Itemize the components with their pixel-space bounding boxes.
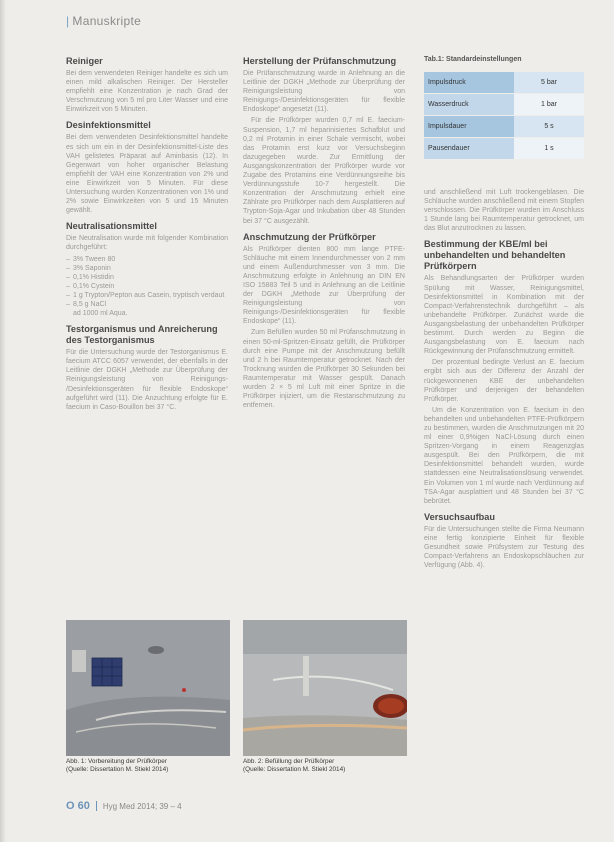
paragraph-anschmutzung-2: Zum Befüllen wurden 50 ml Prüfanschmutzung in einen 50-ml-Spritzen-Einsatz gefüllt, die Prüfkörper durch eine Pumpe mit der Anschmutzung befüllt und 2 h bei Raumtemperatur getrocknet. Nach der Trocknung wurden die Prüfkörper 30 Sekunden bei Raumtemperatur mit Wasser gespült. Danach wurden 2 × 5 ml Luft mit einer Spritze in die Prüfkörper injiziert, um die Restanschmutzung zu entfernen. bbox=[243, 329, 405, 410]
list-item: – 3% Saponin bbox=[66, 264, 228, 273]
table-cell-value: 5 s bbox=[514, 116, 584, 137]
caption-title: Abb. 2: Befüllung der Prüfkörper bbox=[243, 758, 335, 765]
list-item: – 8,5 g NaCl bbox=[66, 300, 228, 309]
paragraph-reiniger: Bei dem verwendeten Reiniger handelte es sich um einen mild alkalischen Reiniger. Der Hersteller empfiehlt eine Konzentration je nach Grad der Verschmutzung von 5 ml pro Liter Wasser und eine Einwirkzeit von 5 Minuten. bbox=[66, 70, 228, 114]
photo-filling bbox=[243, 620, 407, 756]
column-3 bbox=[424, 188, 584, 572]
table-caption: Tab.1: Standardeinstellungen bbox=[424, 56, 522, 63]
caption-figure-2 bbox=[243, 758, 407, 774]
section-label: | Manuskripte bbox=[66, 14, 142, 28]
list-item: – 3% Tween 80 bbox=[66, 255, 228, 264]
table-cell-value: 1 s bbox=[514, 138, 584, 159]
heading-versuchsaufbau: Versuchsaufbau bbox=[424, 511, 495, 522]
heading-herstellung: Herstellung der Prüfanschmutzung bbox=[243, 56, 397, 66]
column-1 bbox=[66, 55, 228, 414]
paragraph-neutralisationsmittel: Die Neutralisation wurde mit folgender Kombination durchgeführt: bbox=[66, 235, 228, 252]
heading-testorganismus: Testorganismus und Anreicherung des Testorganismus bbox=[66, 324, 218, 346]
table-cell-label: Wasserdruck bbox=[424, 94, 514, 115]
list-item: – 0,1% Histidin bbox=[66, 273, 228, 282]
heading-neutralisationsmittel: Neutralisationsmittel bbox=[66, 221, 157, 232]
table-row bbox=[424, 72, 584, 93]
heading-desinfektionsmittel: Desinfektionsmittel bbox=[66, 120, 151, 131]
footer-divider bbox=[96, 801, 97, 811]
paragraph-testorganismus: Für die Untersuchung wurde der Testorganismus E. faecium ATCC 6057 verwendet, der ebenfalls in der Leitlinie der DGKH „Methode zur Überprüfung der Reinigungsleistung von Reinigungs- /Desinfektionsgeräten für flexible Endoskope“ aufgeführt wird (11). Die Anzuchtung erfolgte für E. faecium in Caso-Bouillon bei 37 °C. bbox=[66, 349, 228, 411]
page-edge bbox=[0, 0, 6, 842]
settings-table bbox=[424, 72, 584, 160]
table-cell-value: 5 bar bbox=[514, 72, 584, 93]
list-item: – 1 g Trypton/Pepton aus Casein, tryptisch verdaut bbox=[66, 291, 228, 300]
paragraph-desinfektionsmittel: Bei dem verwendeten Desinfektionsmittel handelte es sich um ein in der Desinfektionsmittel-Liste des VAH gelistetes Präparat auf Aminbasis (12). In Gegenwart von hoher organischer Belastung empfiehlt der VAH eine Konzentration von 2% und eine Einwirkzeit von 5 Minuten. Für diese Untersuchung wurden Konzentrationen von 1% und 2% sowie Einwirkzeiten von 5 und 15 Minuten gewählt. bbox=[66, 134, 228, 215]
caption-source: (Quelle: Dissertation M. Stiekl 2014) bbox=[243, 766, 346, 773]
table-cell-value: 1 bar bbox=[514, 94, 584, 115]
column-2 bbox=[243, 55, 405, 412]
list-item: – 0,1% Cystein bbox=[66, 282, 228, 291]
table-row bbox=[424, 116, 584, 137]
paragraph-trocknung: und anschließend mit Luft trockengeblasen. Die Schläuche wurden anschließend mit einem Stopfen verschlossen. Die Prüfkörper wurden im Anschluss 1 Stunde lang bei Raumtemperatur getrocknet, um das Blut anzutrocknen zu lassen. bbox=[424, 189, 584, 233]
photo-preparation bbox=[66, 620, 230, 756]
heading-bestimmung: Bestimmung der KBE/ml bei unbehandelten und behandelten Prüfkörpern bbox=[424, 239, 566, 272]
table-cell-label: Pausendauer bbox=[424, 138, 514, 159]
table-row bbox=[424, 94, 584, 115]
paragraph-bestimmung-1: Als Behandlungsarten der Prüfkörper wurden Spülung mit Wasser, Reinigungsmittel, Desinfektionsmittel in Kombination mit der Compact-Verfahrenstechnik durchgeführt – als unbehandelte Prüfkörper. Zunächst wurde die Ausgangsbelastung der unbehandelten Prüfkörper bestimmt. Durch werden zu Beginn die Ausgangsbelastung von E. faecium nach Rückgewinnung der Prüfanschmutzung ermittelt. bbox=[424, 275, 584, 356]
paragraph-herstellung-1: Die Prüfanschmutzung wurde in Anlehnung an die Leitlinie der DGKH „Methode zur Überprüfung der Reinigungsleistung von Reinigungs-/Desinfektionsgeräten für flexible Endoskope“ angesetzt (11). bbox=[243, 70, 405, 114]
paragraph-versuchsaufbau: Für die Untersuchungen stellte die Firma Neumann eine fertig konzipierte Einheit für flexible Gesundheit sowie Prüfsystem zur Testung des Compact-Verfahrens an Endoskopschläuchen zur Verfügung (Abb. 4). bbox=[424, 525, 584, 570]
caption-source: (Quelle: Dissertation M. Stiekl 2014) bbox=[66, 766, 169, 773]
caption-figure-1 bbox=[66, 758, 230, 774]
paragraph-anschmutzung-1: Als Prüfkörper dienten 800 mm lange PTFE-Schläuche mit einem Innendurchmesser von 2 mm und einem Außendurchmesser von 3 mm. Die Anschmutzung erfolgte in Anlehnung an DIN EN ISO 15883 Teil 5 und in Anlehnung an die Leitlinie der DGKH „Methode zur Überprüfung der Reinigungsleistung von Reinigungs-/Desinfektionsgeräten für flexible Endoskope“ (11). bbox=[243, 245, 405, 326]
table-row bbox=[424, 138, 584, 159]
paragraph-bestimmung-3: Um die Konzentration von E. faecium in den behandelten und unbehandelten PTFE-Prüfkörpern zu bestimmen, wurden die Anschmutzungen mit 20 ml einer 0,9%igen NaCl-Lösung durch einen Spritzen-Vorgang in einem Reagenzglas ausgespült. Bei den Prüfkörpern, die mit Desinfektionsmittel behandelt wurden, wurde stattdessen eine Neutralisationslösung verwendet. Ein Volumen von 1 ml wurde nach Verdünnung auf TSA-Agar ausplattiert und 48 Stunden bei 37 °C bebrütet. bbox=[424, 406, 584, 505]
heading-anschmutzung: Anschmutzung der Prüfkörper bbox=[243, 231, 376, 242]
neutralisation-list bbox=[66, 255, 228, 319]
heading-reiniger: Reiniger bbox=[66, 56, 103, 66]
paragraph-bestimmung-2: Der prozentual bedingte Verlust an E. faecium ergibt sich aus der Differenz der Anzahl der rückgewonnenen KBE der unbehandelten Prüfkörper und derjenigen der behandelten Prüfkörper. bbox=[424, 359, 584, 403]
caption-title: Abb. 1: Vorbereitung der Prüfkörper bbox=[66, 758, 167, 765]
journal-citation: Hyg Med 2014; 39 – 4 bbox=[102, 801, 182, 811]
page-number: O 60 bbox=[66, 800, 90, 812]
table-cell-label: Impulsdauer bbox=[424, 116, 514, 137]
table-cell-label: Impulsdruck bbox=[424, 72, 514, 93]
paragraph-herstellung-2: Für die Prüfkörper wurden 0,7 ml E. faecium-Suspension, 1,7 ml heparinisiertes Schafblut und 0,2 ml Protamin in einer Schale vermischt, wobei das Protamin erst kurz vor Versuchsbeginn dazugegeben wurde. Zur Ermittlung der Ausgangskonzentration der Prüfkörper wurde vor Zugabe des Protamins eine Verdünnungsreihe bis Verdünnungsstufe 10-7 hergestellt. Die Konzentration der Anschmutzung erhielt eine Zählrate pro Prüfkörper nach dem Ausplattieren auf Trypton-Soja-Agar und Inkubation über 48 Stunden bei 37 °C ausgezählt. bbox=[243, 117, 405, 225]
list-item: ad 1000 ml Aqua. bbox=[73, 310, 128, 318]
page-footer bbox=[66, 800, 182, 812]
